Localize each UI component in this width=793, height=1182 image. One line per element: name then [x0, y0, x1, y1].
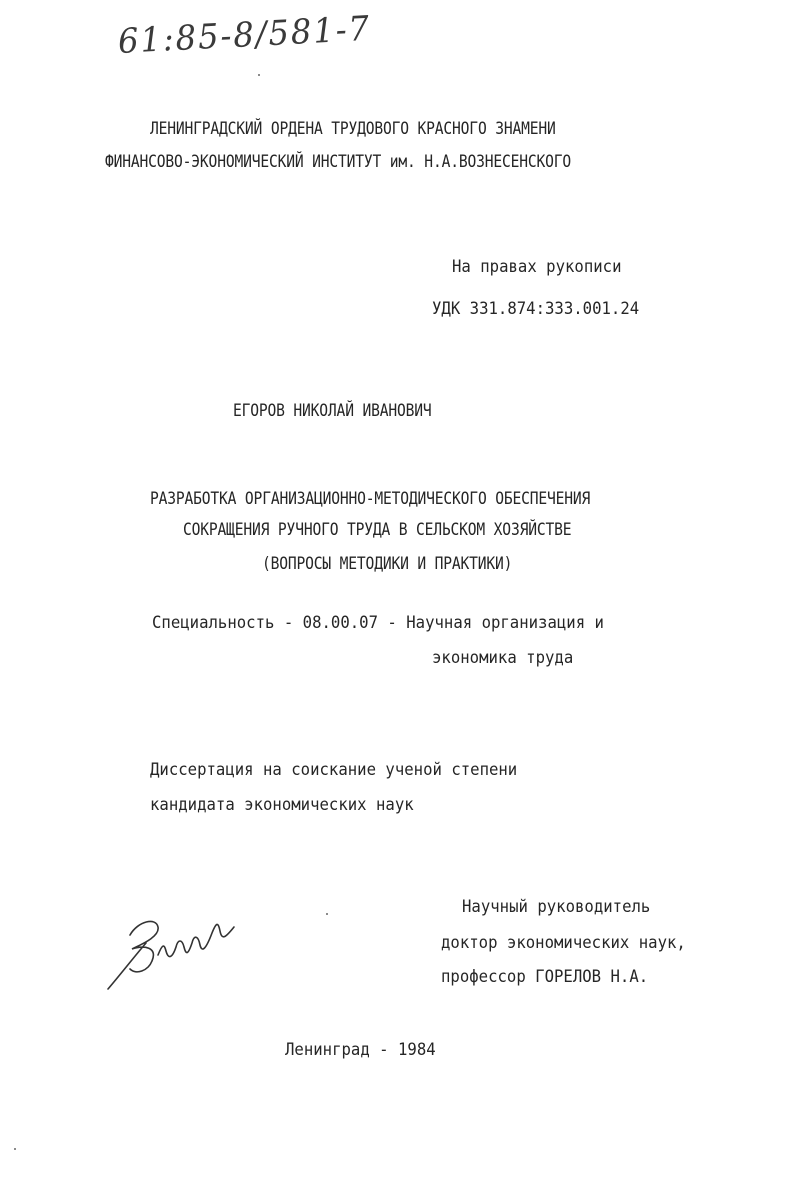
dissertation-line-1: Диссертация на соискание ученой степени: [150, 760, 518, 780]
paper-speck: [14, 1148, 16, 1150]
udc-code: УДК 331.874:333.001.24: [432, 299, 640, 319]
institute-line-2: ФИНАНСОВО-ЭКОНОМИЧЕСКИЙ ИНСТИТУТ им. Н.А.ВОЗНЕСЕНСКОГО: [105, 152, 572, 172]
supervisor-line-3: профессор ГОРЕЛОВ Н.А.: [441, 967, 649, 987]
specialty-line-2: экономика труда: [432, 648, 574, 668]
title-line-2: СОКРАЩЕНИЯ РУЧНОГО ТРУДА В СЕЛЬСКОМ ХОЗЯЙСТВЕ: [183, 520, 572, 540]
supervisor-line-2: доктор экономических наук,: [441, 933, 686, 953]
paper-speck: [326, 913, 328, 915]
author-name: ЕГОРОВ НИКОЛАЙ ИВАНОВИЧ: [233, 401, 432, 421]
title-line-3: (ВОПРОСЫ МЕТОДИКИ И ПРАКТИКИ): [262, 554, 513, 574]
place-and-year: Ленинград - 1984: [285, 1040, 436, 1060]
specialty-line-1: Специальность - 08.00.07 - Научная организация и: [152, 613, 604, 633]
manuscript-rights: На правах рукописи: [452, 257, 622, 277]
paper-speck: [258, 74, 260, 76]
dissertation-line-2: кандидата экономических наук: [150, 795, 414, 815]
handwritten-signature: [100, 905, 250, 995]
archive-code: 61:85-8/581-7: [116, 8, 372, 62]
institute-line-1: ЛЕНИНГРАДСКИЙ ОРДЕНА ТРУДОВОГО КРАСНОГО ЗНАМЕНИ: [150, 119, 556, 139]
title-line-1: РАЗРАБОТКА ОРГАНИЗАЦИОННО-МЕТОДИЧЕСКОГО ОБЕСПЕЧЕНИЯ: [150, 489, 591, 509]
supervisor-line-1: Научный руководитель: [462, 897, 651, 917]
